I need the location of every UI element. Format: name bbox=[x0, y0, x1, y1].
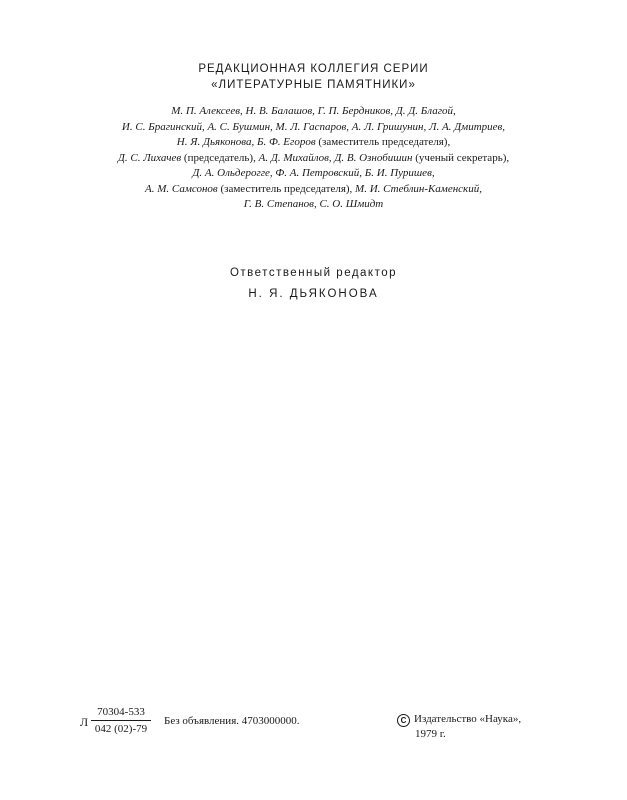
board-member-line bbox=[0, 151, 627, 167]
member-names: Д. А. Ольдерогге, Ф. А. Петровский, Б. И. Пуришев, bbox=[192, 167, 435, 179]
editorial-board-members bbox=[0, 104, 627, 213]
index-letter: Л bbox=[80, 715, 89, 729]
copyright-icon: C bbox=[397, 714, 410, 727]
board-member-line bbox=[0, 104, 627, 120]
board-member-line bbox=[0, 166, 627, 182]
responsible-editor-label: Ответственный редактор bbox=[229, 267, 398, 279]
fraction-bar bbox=[91, 720, 151, 721]
index-fraction bbox=[91, 706, 151, 736]
member-names: М. И. Стеблин-Каменский, bbox=[355, 182, 482, 195]
copyright-notice bbox=[397, 712, 521, 741]
member-role: (ученый секретарь), bbox=[415, 151, 510, 164]
member-names: М. П. Алексеев, Н. В. Балашов, Г. П. Бердников, Д. Д. Благой, bbox=[171, 105, 456, 117]
editorial-board-heading: РЕДАКЦИОННАЯ КОЛЛЕГИЯ СЕРИИ bbox=[198, 63, 429, 75]
member-names: Н. Я. Дьяконова, Б. Ф. Егоров bbox=[176, 136, 319, 148]
board-member-line bbox=[0, 182, 627, 198]
board-member-line bbox=[0, 197, 627, 213]
member-role: (заместитель председателя), bbox=[318, 136, 451, 148]
index-numerator: 70304-533 bbox=[97, 706, 145, 718]
member-names: И. С. Брагинский, А. С. Бушмин, М. Л. Гаспаров, А. Л. Гришунин, Л. А. Дмитриев, bbox=[121, 120, 506, 133]
copyright-year: 1979 г. bbox=[415, 728, 446, 740]
board-member-line bbox=[0, 120, 627, 136]
index-denominator: 042 (02)-79 bbox=[94, 723, 148, 735]
series-title: «ЛИТЕРАТУРНЫЕ ПАМЯТНИКИ» bbox=[211, 79, 416, 91]
member-names: Д. С. Лихачев bbox=[117, 151, 184, 164]
member-names: Г. В. Степанов, С. О. Шмидт bbox=[243, 198, 384, 210]
index-note: Без объявления. 4703000000. bbox=[164, 715, 300, 727]
copyright-publisher: Издательство «Наука», bbox=[414, 713, 522, 725]
member-names: А. Д. Михайлов, Д. В. Ознобишин bbox=[258, 151, 416, 164]
responsible-editor-name: Н. Я. ДЬЯКОНОВА bbox=[248, 288, 379, 300]
member-role: (председатель), bbox=[183, 151, 259, 164]
member-names: А. М. Самсонов bbox=[145, 182, 221, 195]
member-role: (заместитель председателя), bbox=[220, 182, 356, 195]
board-member-line bbox=[0, 135, 627, 151]
